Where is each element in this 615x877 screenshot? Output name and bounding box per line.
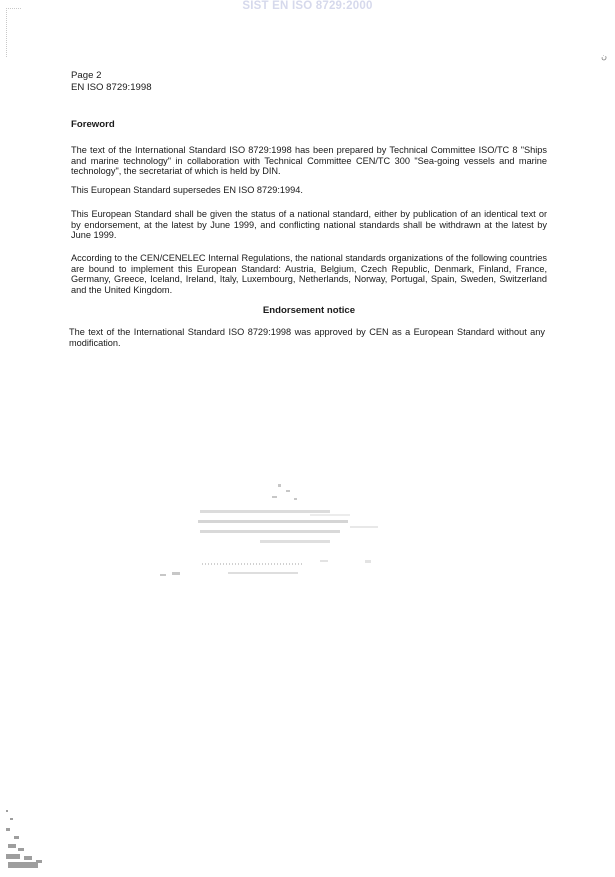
document-id: EN ISO 8729:1998	[71, 82, 152, 93]
scan-artifact-top-left	[6, 8, 21, 57]
page-header	[71, 70, 152, 94]
foreword-paragraph-3: This European Standard shall be given the status of a national standard, either by publication of an identical text or by endorsement, at the latest by June 1999, and conflicting national standards shall be withdrawn at the latest by June 1999.	[71, 209, 547, 241]
endorsement-title: Endorsement notice	[262, 305, 356, 316]
foreword-paragraph-2: This European Standard supersedes EN ISO 8729:1994.	[71, 185, 303, 195]
scan-artifact-bottom-left	[4, 808, 54, 872]
endorsement-text: The text of the International Standard ISO 8729:1998 was approved by CEN as a European Standard without any modification.	[69, 327, 545, 348]
foreword-paragraph-4: According to the CEN/CENELEC Internal Regulations, the national standards organizations of the following countries are bound to implement this European Standard: Austria, Belgium, Czech Republic, Denmark, Finland, France, Germany, Greece, Iceland, Ireland, Italy, Luxembourg, Netherlands, Norway, Portugal, Spain, Sweden, Switzerland and the United Kingdom.	[71, 253, 547, 295]
watermark: SIST EN ISO 8729:2000	[242, 0, 373, 12]
scan-artifact-top-right: ن	[601, 52, 607, 61]
faded-stamp-image	[160, 478, 390, 588]
page-number: Page 2	[71, 70, 102, 81]
foreword-paragraph-1: The text of the International Standard ISO 8729:1998 has been prepared by Technical Committee ISO/TC 8 "Ships and marine technology" in collaboration with Technical Committee CEN/TC 300 "Sea-going vessels and marine technology", the secretariat of which is held by DIN.	[71, 145, 547, 177]
foreword-title: Foreword	[71, 119, 115, 130]
